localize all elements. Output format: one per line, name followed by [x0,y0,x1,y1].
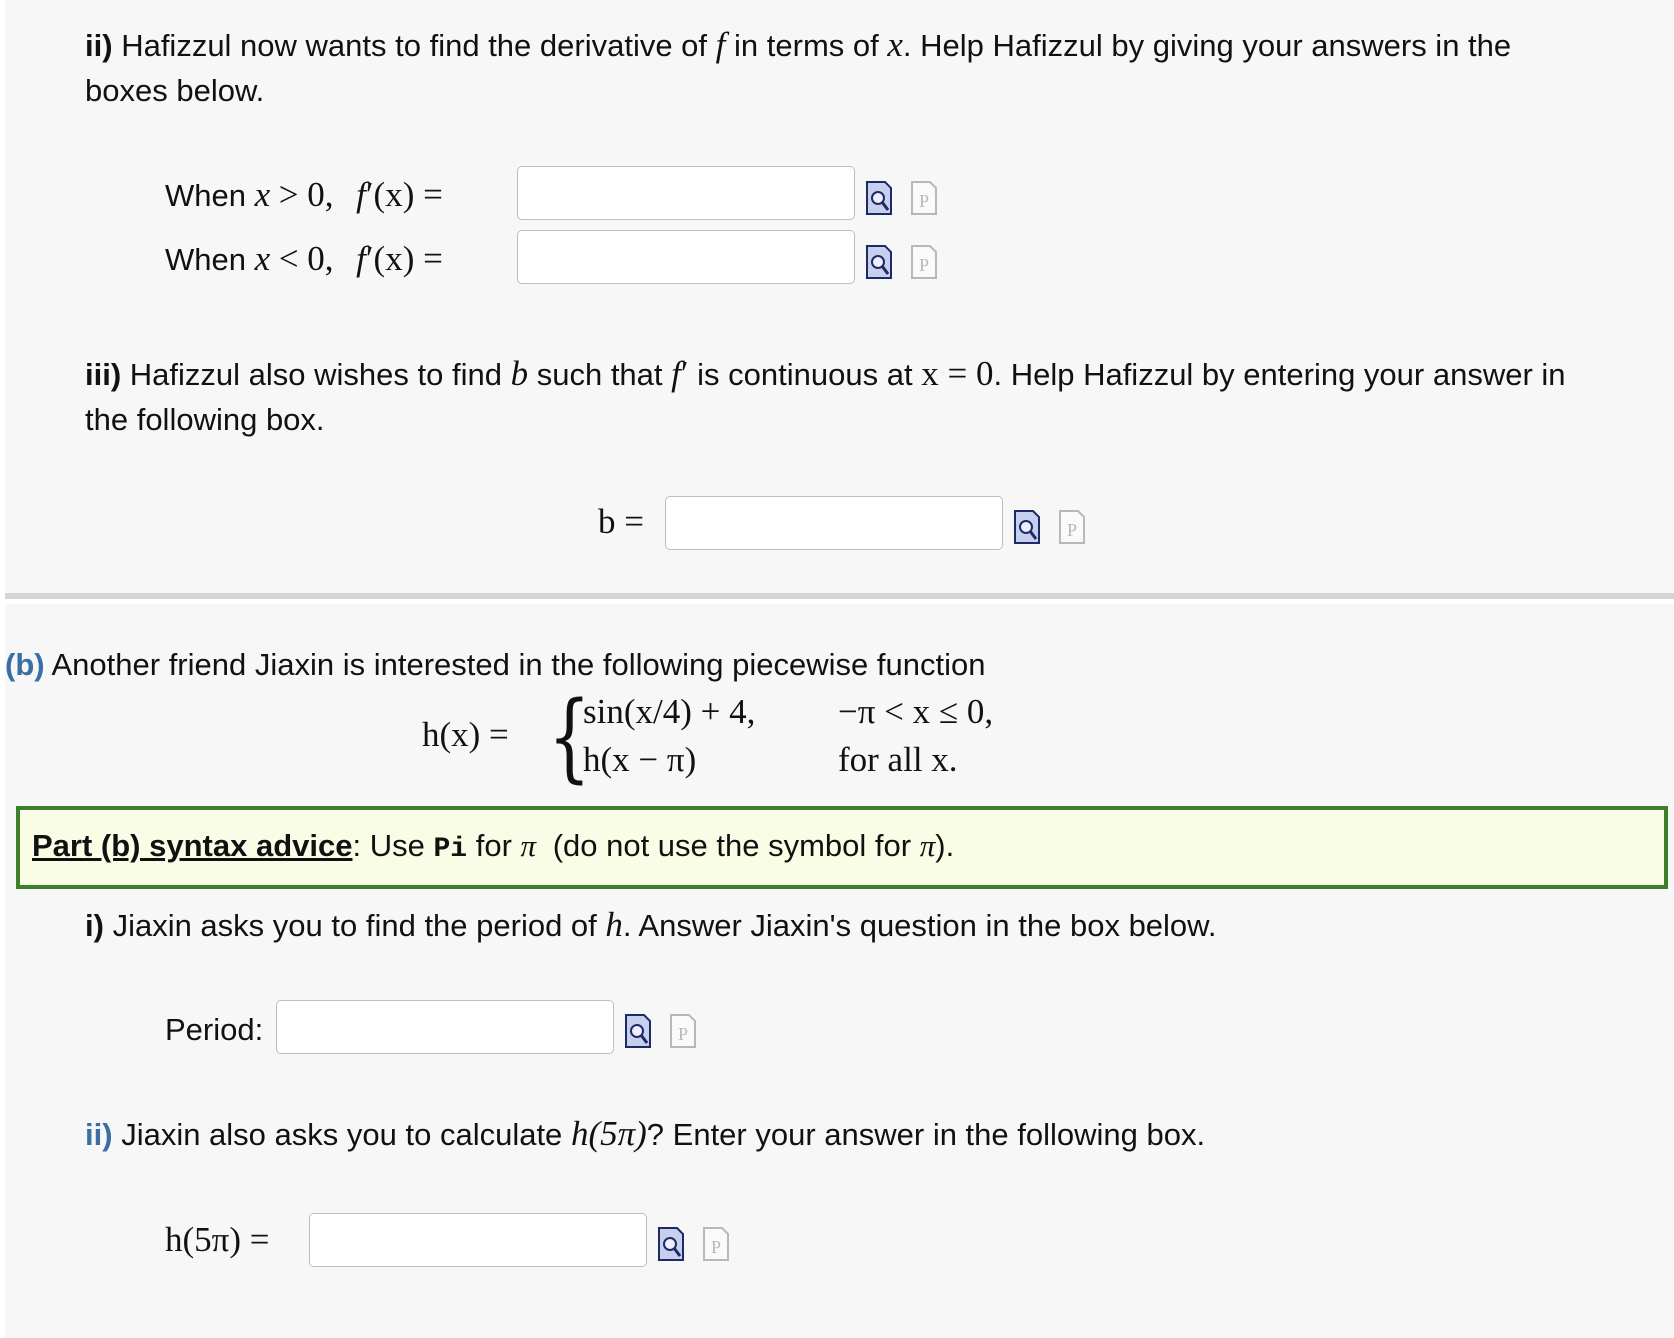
question-a-ii-line2: boxes below. [85,73,265,108]
math-args: (x) = [373,175,443,214]
svg-text:P: P [919,191,930,211]
question-a-iii-line2: the following box. [85,402,325,437]
advice-colon: : [352,828,362,863]
advice-text: Use [369,828,425,863]
piecewise-brace: { [548,681,591,793]
math-condition: > 0, [278,175,334,214]
math-pi: π [919,828,936,863]
math-x: x [254,239,271,278]
advice-text: (do not use the symbol for [552,828,912,863]
help-p-icon[interactable] [910,180,938,216]
case2-expression: h(x − π) [583,740,697,779]
part-label: (b) [5,647,45,682]
derivative-row-positive-label [165,171,443,219]
question-text: is continuous at [697,357,913,392]
question-label: ii) [85,1117,113,1152]
question-text: . Answer Jiaxin's question in the box below. [622,908,1217,943]
svg-text:P: P [919,255,930,275]
h5pi-field-label: h(5π) = [165,1220,270,1259]
help-p-icon[interactable] [1058,509,1086,545]
question-text: Hafizzul now wants to find the derivative of [121,28,708,63]
question-label: iii) [85,357,122,392]
case1-expression: sin(x/4) + 4, [583,692,756,731]
advice-title: Part (b) syntax advice [32,828,353,863]
math-pi: π [520,828,537,863]
question-a-ii-line1 [85,21,1511,69]
math-h: h [605,905,623,944]
advice-code: Pi [433,834,468,865]
math-x: x [887,25,903,64]
period-field-label: Period: [165,1012,264,1047]
b-field-label: b = [598,502,644,541]
preview-icon[interactable] [1013,509,1041,545]
case2-condition: for all x. [838,740,958,779]
math-f: f [715,25,726,64]
derivative-row-negative-label [165,235,443,283]
preview-icon[interactable] [865,180,893,216]
question-text: Hafizzul also wishes to find [129,357,502,392]
question-text: . Help Hafizzul by entering your answer in [993,357,1566,392]
math-f: f [671,354,681,393]
question-text: Another friend Jiaxin is interested in the following piecewise function [51,647,986,682]
b-input[interactable] [665,496,1003,550]
math-condition: x = 0 [921,354,994,393]
row-when: When [165,242,246,277]
syntax-advice-text [32,822,954,873]
math-expression: h(5π) [570,1114,647,1153]
svg-text:P: P [711,1237,722,1257]
preview-icon[interactable] [865,244,893,280]
question-text: Jiaxin asks you to find the period of [112,908,597,943]
math-args: (x) = [373,239,443,278]
question-b-i [85,901,1216,949]
question-text: such that [536,357,663,392]
case1-condition: −π < x ≤ 0, [838,692,994,731]
question-label: i) [85,908,104,943]
function-lhs: h(x) = [422,715,509,754]
syntax-advice-box [16,806,1668,889]
advice-text: ). [935,828,955,863]
question-text: ? Enter your answer in the following box. [646,1117,1206,1152]
preview-icon[interactable] [624,1013,652,1049]
derivative-negative-input[interactable] [517,230,855,284]
section-divider [5,593,1674,599]
math-prime: ′ [365,239,374,278]
period-input[interactable] [276,1000,614,1054]
math-condition: < 0, [278,239,334,278]
preview-icon[interactable] [657,1226,685,1262]
h5pi-input[interactable] [309,1213,647,1267]
part-b-intro [5,641,985,688]
math-prime: ′ [680,354,689,393]
question-label: ii) [85,28,113,63]
math-f: f [356,239,366,278]
svg-text:P: P [1067,520,1078,540]
math-x: x [254,175,271,214]
question-text: . Help Hafizzul by giving your answers in the [902,28,1512,63]
question-a-iii-line1 [85,350,1566,398]
math-prime: ′ [365,175,374,214]
question-text: Jiaxin also asks you to calculate [121,1117,563,1152]
row-when: When [165,178,246,213]
advice-text: for [475,828,512,863]
help-p-icon[interactable] [910,244,938,280]
question-b-ii [85,1110,1205,1158]
derivative-positive-input[interactable] [517,166,855,220]
math-f: f [356,175,366,214]
svg-text:P: P [678,1024,689,1044]
question-text: in terms of [734,28,879,63]
help-p-icon[interactable] [669,1013,697,1049]
help-p-icon[interactable] [702,1226,730,1262]
math-b: b [510,354,529,393]
